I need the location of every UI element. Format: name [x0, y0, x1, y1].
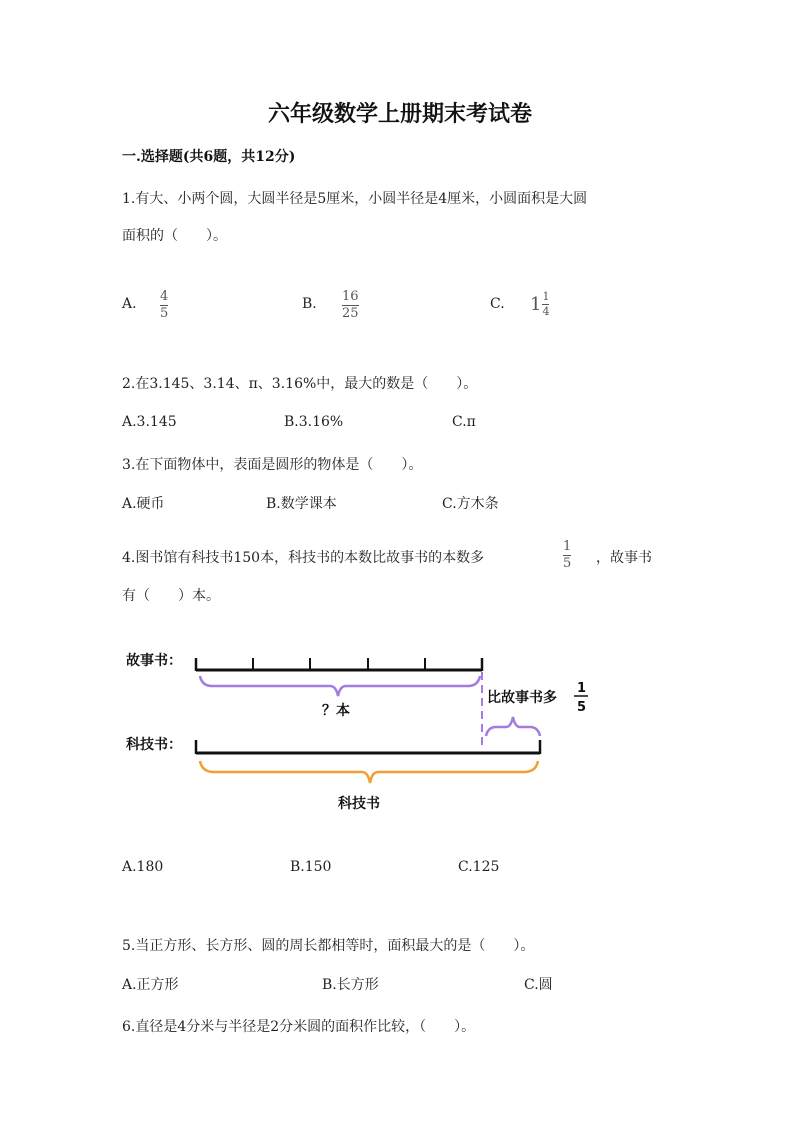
section-heading: 一.选择题(共6题，共12分): [122, 149, 296, 165]
q1-a-numerator: 4: [160, 289, 169, 304]
more-than-label: 比故事书多: [487, 690, 557, 706]
q4-denominator: 5: [563, 556, 572, 571]
q4-option-a[interactable]: A.180: [122, 859, 164, 875]
q5-option-a[interactable]: A.正方形: [122, 977, 179, 993]
q4-option-c[interactable]: C.125: [458, 859, 500, 875]
q1-option-a-label[interactable]: A.: [122, 296, 137, 312]
story-book-label: 故事书：: [126, 653, 182, 669]
q1-option-c-label[interactable]: C.: [490, 296, 505, 312]
story-brace: [200, 676, 480, 696]
q4-numerator: 1: [563, 539, 572, 554]
q1-option-a-fraction: [160, 290, 168, 321]
q2-text: 2.在3.145、3.14、π、3.16%中，最大的数是（ ）。: [122, 376, 478, 392]
q1-b-numerator: 16: [342, 289, 359, 304]
q4-segment-diagram: [0, 630, 800, 830]
q2-option-c[interactable]: C.π: [452, 414, 476, 430]
unknown-count-label: ？本: [322, 703, 350, 719]
q3-option-c[interactable]: C.方木条: [442, 496, 499, 512]
q3-option-b[interactable]: B.数学课本: [266, 496, 337, 512]
q4-text-line1: 4.图书馆有科技书150本，科技书的本数比故事书的本数多: [122, 550, 485, 566]
q1-c-whole: 1: [530, 294, 542, 315]
q1-option-b-label[interactable]: B.: [302, 296, 317, 312]
q4-fraction: [563, 540, 571, 571]
q5-text: 5.当正方形、长方形、圆的周长都相等时，面积最大的是（ ）。: [122, 938, 535, 954]
q3-text: 3.在下面物体中，表面是圆形的物体是（ ）。: [122, 457, 423, 473]
more-fraction-denominator: 5: [577, 700, 587, 715]
q1-option-b-fraction: [342, 290, 359, 321]
tech-brace-label: 科技书: [338, 796, 380, 812]
page-title: 六年级数学上册期末考试卷: [267, 101, 532, 127]
q2-option-a[interactable]: A.3.145: [122, 414, 177, 430]
q3-option-a[interactable]: A.硬币: [122, 496, 165, 512]
q1-text-line2: 面积的（ ）。: [122, 228, 227, 244]
tech-book-label: 科技书：: [126, 737, 182, 753]
q4-option-b[interactable]: B.150: [290, 859, 332, 875]
more-fraction-numerator: 1: [577, 681, 587, 696]
extra-brace: [486, 717, 540, 736]
q1-a-denominator: 5: [160, 306, 169, 321]
tech-brace: [200, 761, 538, 783]
q2-option-b[interactable]: B.3.16%: [284, 414, 344, 430]
q1-c-fraction: [542, 291, 549, 318]
q6-text: 6.直径是4分米与半径是2分米圆的面积作比较，（ ）。: [122, 1019, 476, 1035]
q5-option-b[interactable]: B.长方形: [322, 977, 379, 993]
q1-option-c-mixed-number: [530, 291, 549, 318]
q4-text-line2: 有（ ）本。: [122, 588, 220, 604]
q1-b-denominator: 25: [342, 306, 359, 321]
q4-text-line1-tail: ，故事书: [596, 550, 652, 566]
q1-c-denominator: 4: [542, 305, 550, 318]
q1-text-line1: 1.有大、小两个圆，大圆半径是5厘米，小圆半径是4厘米，小圆面积是大圆: [122, 191, 588, 207]
q1-c-numerator: 1: [542, 290, 550, 303]
q5-option-c[interactable]: C.圆: [524, 977, 553, 993]
